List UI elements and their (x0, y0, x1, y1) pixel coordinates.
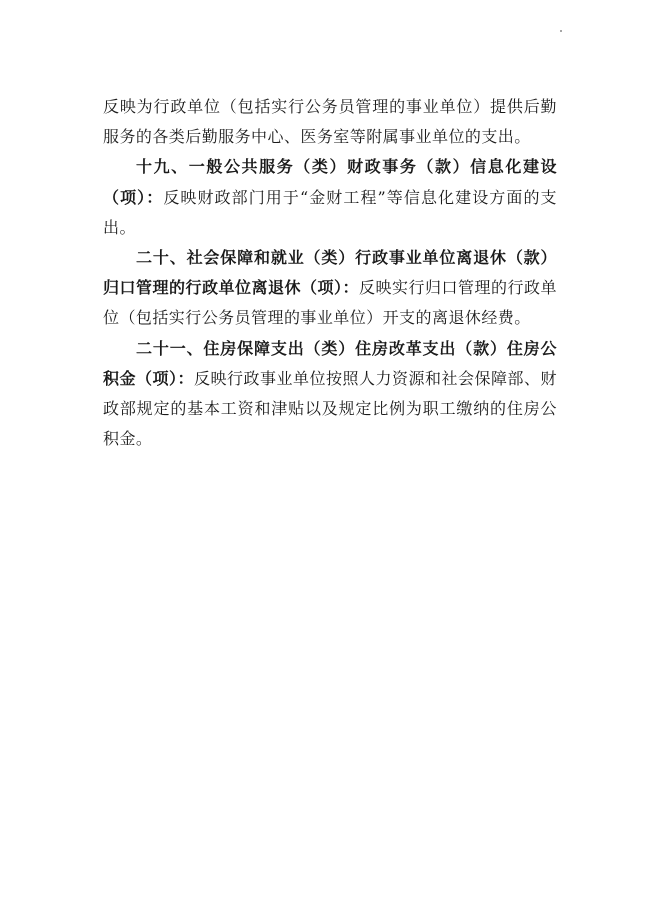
paragraph-item-19 (103, 152, 557, 243)
paragraph-item-21 (103, 334, 557, 455)
document-body (103, 92, 557, 454)
item-20-heading: 二十、社会保障和就业（类）行政事业单位离退休（款）归口管理的行政单位离退休（项）： (103, 248, 557, 298)
item-20-text: 反映实行归口管理的行政单位（包括实行公务员管理的事业单位）开支的离退休经费。 (103, 278, 557, 328)
paragraph-continuation-text: 反映为行政单位（包括实行公务员管理的事业单位）提供后勤服务的各类后勤服务中心、医务室等附属事业单位的支出。 (103, 97, 557, 147)
paragraph-continuation (103, 92, 557, 152)
item-19-text: 反映财政部门用于“金财工程”等信息化建设方面的支出。 (103, 187, 557, 237)
paragraph-item-20 (103, 243, 557, 334)
item-19-heading: 十九、一般公共服务（类）财政事务（款）信息化建设（项）： (103, 157, 557, 207)
item-21-text: 反映行政事业单位按照人力资源和社会保障部、财政部规定的基本工资和津贴以及规定比例为职工缴纳的住房公积金。 (103, 368, 557, 449)
scan-speck (560, 30, 562, 32)
item-21-heading: 二十一、住房保障支出（类）住房改革支出（款）住房公积金（项）： (103, 338, 557, 388)
